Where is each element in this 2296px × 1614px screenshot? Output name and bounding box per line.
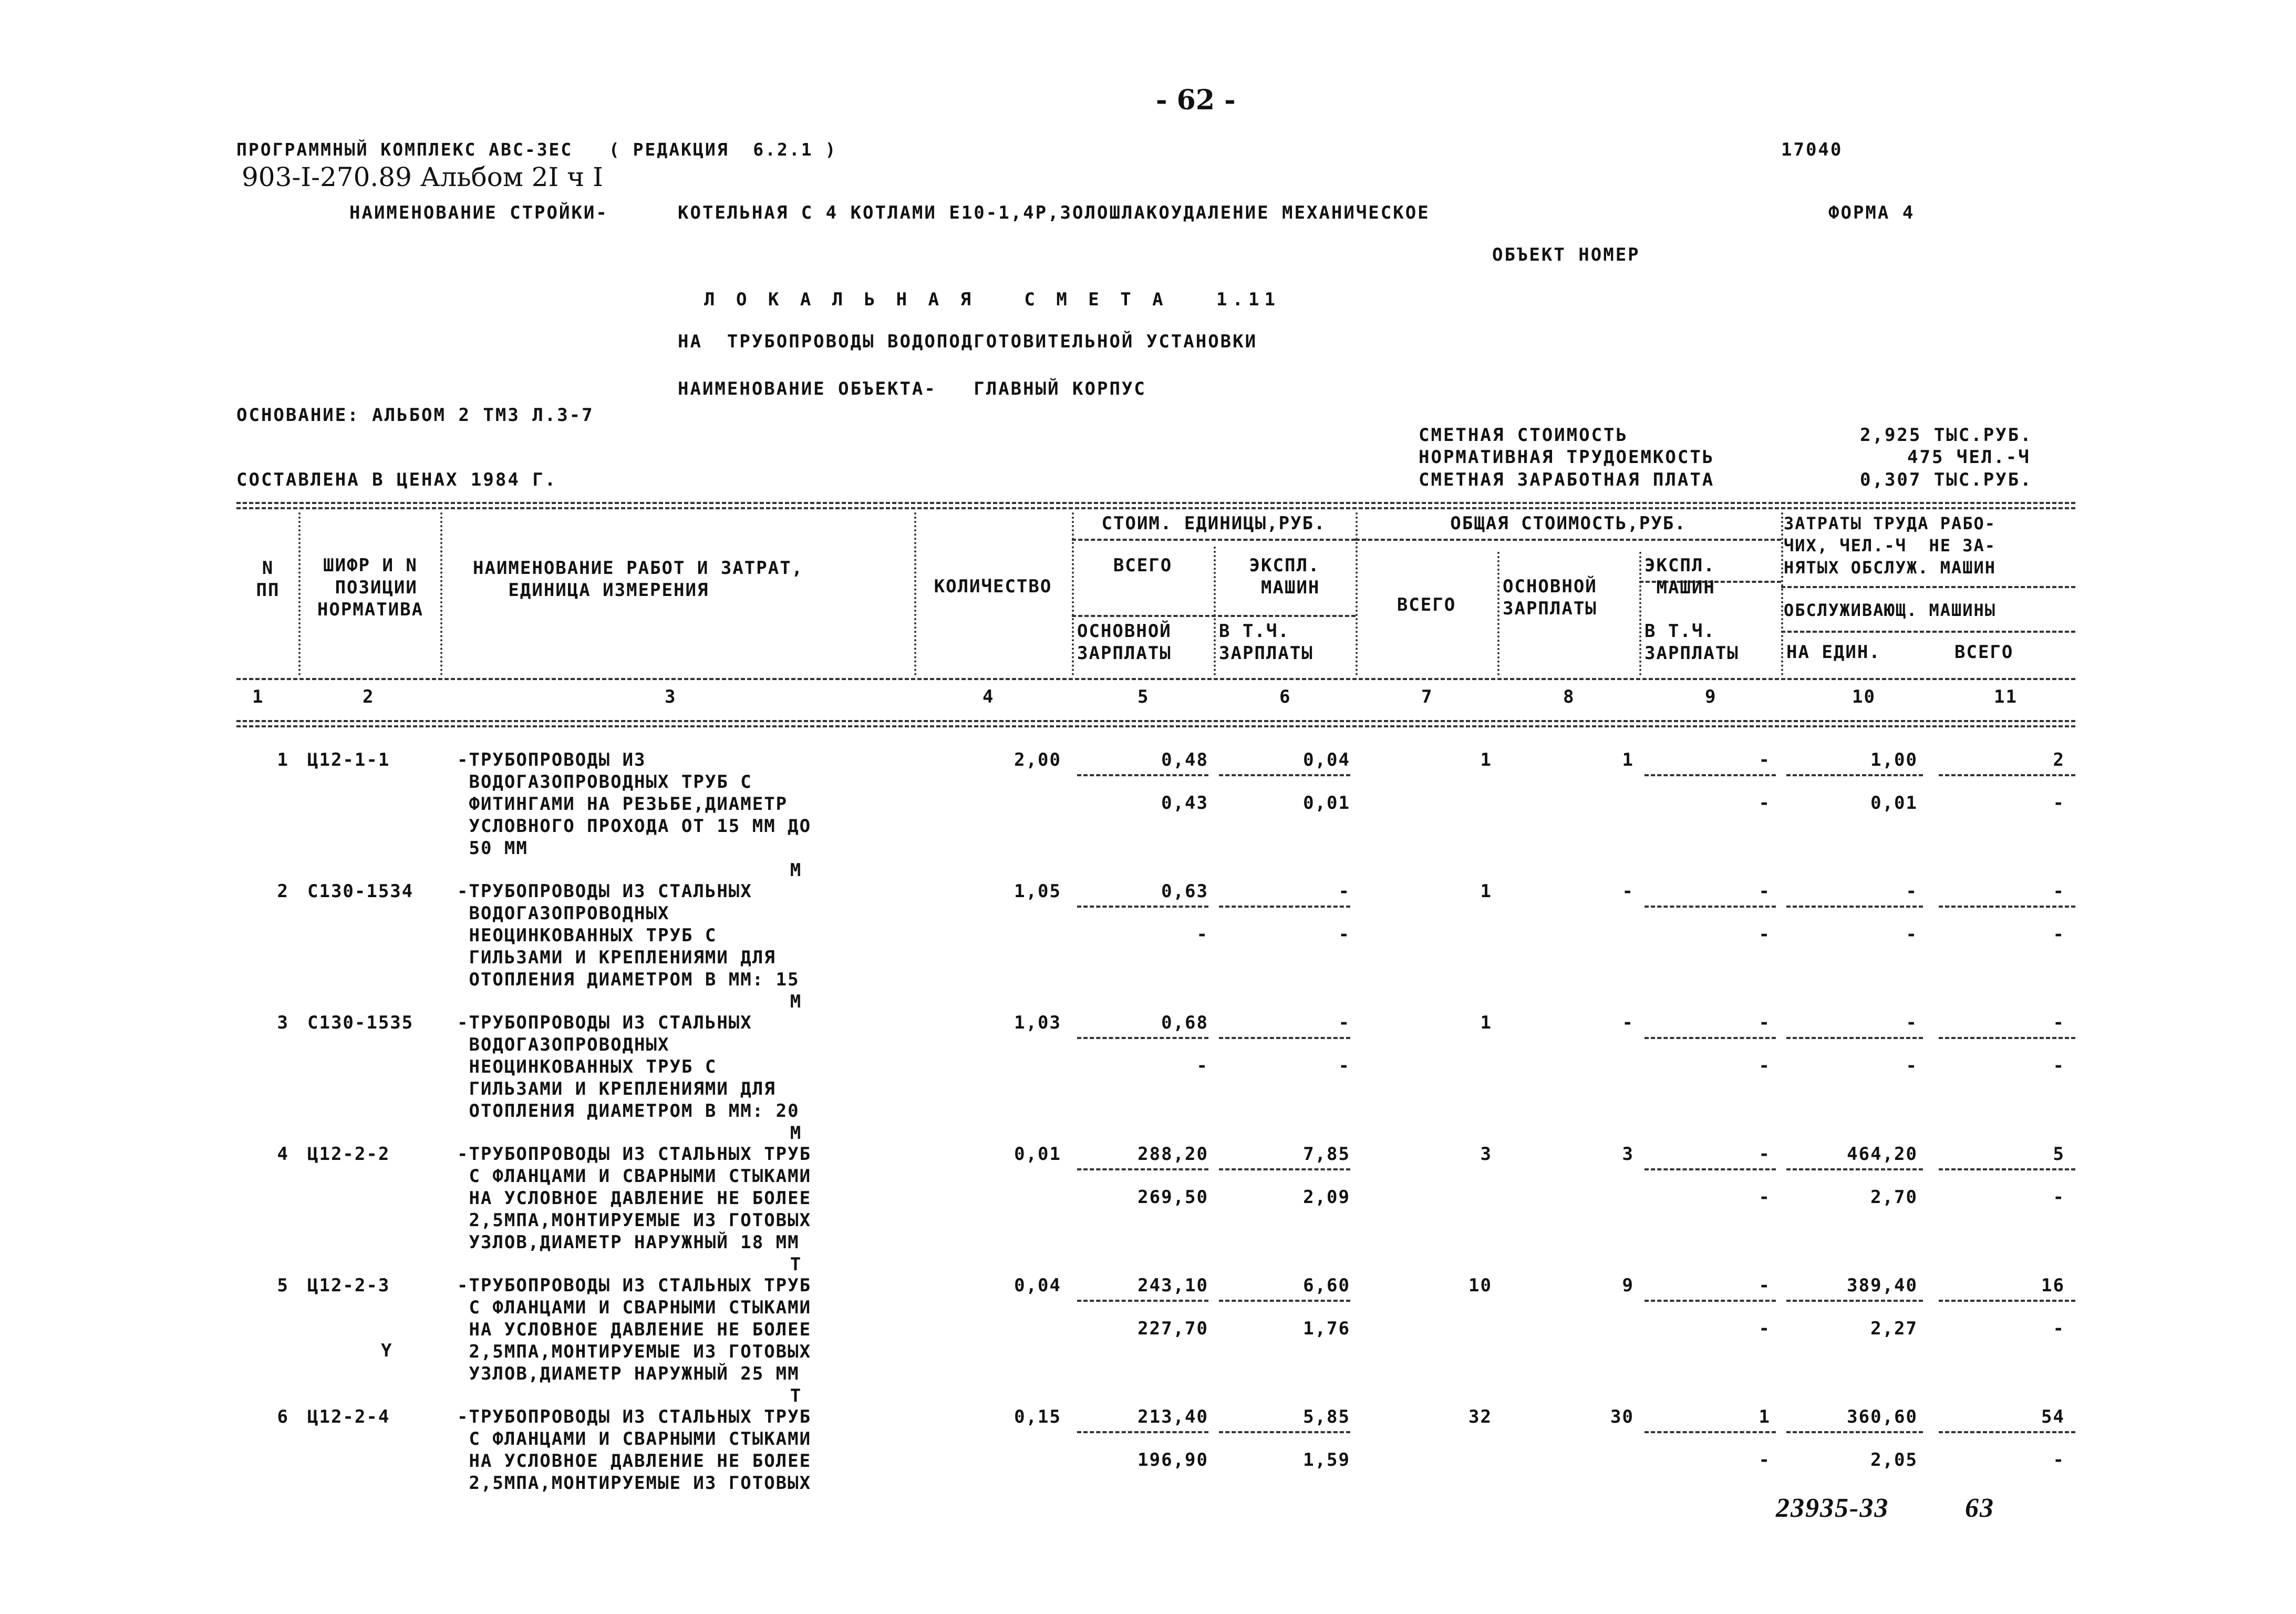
row-unit-cost-expl: 7,85	[1303, 1144, 1350, 1165]
table-top-rule	[236, 502, 2075, 504]
cell-divider	[1939, 1168, 2075, 1170]
row-unit-cost-all: 243,10	[1137, 1275, 1208, 1296]
row-labor-total-b: -	[2053, 1318, 2065, 1339]
row-labor-per-unit-wage: 2,70	[1870, 1187, 1918, 1208]
cell-divider	[1786, 906, 1923, 908]
cell-divider	[1786, 1168, 1923, 1170]
row-labor-per-unit-wage: -	[1906, 924, 1918, 945]
cell-divider	[1645, 1037, 1776, 1039]
table-top-rule-2	[236, 507, 2075, 509]
row-unit-incl-wage: 0,01	[1303, 793, 1350, 814]
row-unit-incl-wage: 1,59	[1303, 1449, 1350, 1471]
estimate-subject: НА ТРУБОПРОВОДЫ ВОДОПОДГОТОВИТЕЛЬНОЙ УСТАНОВКИ	[678, 331, 1258, 352]
row-number: 5	[277, 1275, 289, 1296]
cell-divider	[1645, 906, 1776, 908]
header-total-incl-wage: В Т.Ч. ЗАРПЛАТЫ	[1645, 621, 1739, 664]
document-code: 17040	[1781, 139, 1843, 160]
row-number: 2	[277, 881, 289, 902]
header-divider	[440, 512, 442, 675]
cell-divider	[1939, 1300, 2075, 1302]
row-total-incl-wage: -	[1759, 1187, 1771, 1208]
col-number: 8	[1563, 686, 1575, 707]
header-divider	[1639, 552, 1641, 675]
row-labor-per-unit: 1,00	[1870, 749, 1918, 770]
row-unit-cost-expl: 5,85	[1303, 1406, 1350, 1427]
row-labor-per-unit-wage: 2,27	[1870, 1318, 1918, 1339]
cell-divider	[1219, 1431, 1350, 1433]
row-total-incl-wage: -	[1759, 1318, 1771, 1339]
margin-mark: Y	[381, 1340, 394, 1361]
header-n: N ПП	[256, 558, 280, 601]
header-service-machines: ОБСЛУЖИВАЮЩ. МАШИНЫ	[1784, 600, 1997, 620]
row-unit: М	[790, 991, 802, 1012]
row-code: Ц12-2-4	[307, 1406, 390, 1427]
row-total-expl: -	[1759, 749, 1771, 770]
header-quantity: КОЛИЧЕСТВО	[934, 576, 1052, 597]
row-number: 6	[277, 1406, 289, 1427]
row-total-base-wage: -	[1622, 1012, 1634, 1033]
cell-divider	[1219, 1037, 1350, 1039]
summary-labor-value: 475 ЧЕЛ.-Ч	[1907, 447, 2031, 468]
cell-divider	[1077, 1431, 1208, 1433]
row-unit-cost-expl: 6,60	[1303, 1275, 1350, 1296]
cell-divider	[1939, 906, 2075, 908]
row-total-base-wage: 30	[1610, 1406, 1634, 1427]
row-number: 3	[277, 1012, 289, 1033]
cell-divider	[1786, 1037, 1923, 1039]
row-code: С130-1535	[307, 1012, 414, 1033]
col-number-rule-2	[236, 725, 2075, 727]
cell-divider	[1645, 1300, 1776, 1302]
row-labor-total: 2	[2053, 749, 2065, 770]
cell-divider	[1077, 1300, 1208, 1302]
header-labor-total: ВСЕГО	[1954, 642, 2014, 663]
header-divider	[1497, 552, 1499, 675]
header-bottom-rule	[236, 678, 2075, 680]
header-unit-expl: ЭКСПЛ. МАШИН	[1249, 555, 1320, 598]
row-unit-base-wage: 269,50	[1137, 1187, 1208, 1208]
cell-divider	[1939, 1431, 2075, 1433]
col-number: 9	[1705, 686, 1717, 707]
summary-cost-value: 2,925 ТЫС.РУБ.	[1860, 425, 2033, 446]
row-name: -ТРУБОПРОВОДЫ ИЗ СТАЛЬНЫХ ТРУБ С ФЛАНЦАМИ И СВАРНЫМИ СТЫКАМИ НА УСЛОВНОЕ ДАВЛЕНИЕ НЕ БОЛЕЕ 2,5МПА,МОНТИРУЕМЫЕ ИЗ ГОТОВЫХ УЗЛОВ,ДИАМЕТР НАРУЖНЫЙ 18 ММ	[457, 1144, 812, 1253]
cell-divider	[1077, 774, 1208, 776]
row-name: -ТРУБОПРОВОДЫ ИЗ СТАЛЬНЫХ ТРУБ С ФЛАНЦАМИ И СВАРНЫМИ СТЫКАМИ НА УСЛОВНОЕ ДАВЛЕНИЕ НЕ БОЛЕЕ 2,5МПА,МОНТИРУЕМЫЕ ИЗ ГОТОВЫХ	[457, 1406, 812, 1494]
row-total-expl: -	[1759, 881, 1771, 902]
row-total-expl: -	[1759, 1144, 1771, 1165]
col-number: 3	[665, 686, 677, 707]
row-code: Ц12-2-3	[307, 1275, 390, 1296]
album-reference: 903-I-270.89 Альбом 2I ч I	[242, 162, 603, 192]
row-unit-cost-expl: 0,04	[1303, 749, 1350, 770]
object-name: НАИМЕНОВАНИЕ ОБЪЕКТА- ГЛАВНЫЙ КОРПУС	[678, 378, 1146, 399]
row-total-incl-wage: -	[1759, 793, 1771, 814]
header-subrule	[1781, 586, 2075, 588]
header-divider	[1072, 512, 1074, 675]
row-unit-base-wage: 0,43	[1161, 793, 1208, 814]
header-subrule	[1781, 631, 2075, 633]
col-number-rule	[236, 720, 2075, 722]
header-total-base-wage: ОСНОВНОЙ ЗАРПЛАТЫ	[1503, 576, 1597, 619]
header-unit-incl-wage: В Т.Ч. ЗАРПЛАТЫ	[1219, 621, 1314, 664]
row-unit-cost-all: 0,63	[1161, 881, 1208, 902]
summary-labor-label: НОРМАТИВНАЯ ТРУДОЕМКОСТЬ	[1419, 447, 1715, 468]
row-labor-total-b: -	[2053, 924, 2065, 945]
header-subrule	[1072, 539, 1356, 541]
cell-divider	[1219, 1168, 1350, 1170]
row-total-all: 1	[1480, 881, 1492, 902]
row-number: 4	[277, 1144, 289, 1165]
col-number: 6	[1279, 686, 1291, 707]
cell-divider	[1077, 1037, 1208, 1039]
cell-divider	[1786, 1431, 1923, 1433]
row-quantity: 0,04	[1014, 1275, 1061, 1296]
header-name: НАИМЕНОВАНИЕ РАБОТ И ЗАТРАТ, ЕДИНИЦА ИЗМЕРЕНИЯ	[473, 558, 804, 601]
cell-divider	[1786, 774, 1923, 776]
row-unit: М	[790, 860, 802, 881]
row-labor-per-unit-wage: 2,05	[1870, 1449, 1918, 1471]
row-labor-total: -	[2053, 1012, 2065, 1033]
header-divider	[1214, 547, 1216, 675]
estimate-title: Л О К А Л Ь Н А Я С М Е Т А 1.11	[704, 289, 1280, 310]
row-unit-cost-all: 288,20	[1137, 1144, 1208, 1165]
row-code: Ц12-1-1	[307, 749, 390, 770]
prices-line: СОСТАВЛЕНА В ЦЕНАХ 1984 Г.	[236, 469, 557, 490]
row-labor-total-b: -	[2053, 793, 2065, 814]
row-labor-per-unit-wage: -	[1906, 1055, 1918, 1076]
row-unit-base-wage: -	[1196, 924, 1208, 945]
row-labor-total-b: -	[2053, 1187, 2065, 1208]
row-unit-base-wage: 196,90	[1137, 1449, 1208, 1471]
object-number-label: ОБЪЕКТ НОМЕР	[1492, 244, 1640, 265]
header-per-unit: НА ЕДИН.	[1786, 642, 1881, 663]
row-number: 1	[277, 749, 289, 770]
row-unit: Т	[790, 1254, 802, 1275]
summary-cost-label: СМЕТНАЯ СТОИМОСТЬ	[1419, 425, 1628, 446]
row-total-all: 32	[1468, 1406, 1492, 1427]
row-labor-per-unit: 464,20	[1847, 1144, 1918, 1165]
row-total-expl: -	[1759, 1275, 1771, 1296]
row-total-base-wage: 3	[1622, 1144, 1634, 1165]
row-labor-total-b: -	[2053, 1055, 2065, 1076]
summary-wage-label: СМЕТНАЯ ЗАРАБОТНАЯ ПЛАТА	[1419, 469, 1715, 490]
cell-divider	[1939, 1037, 2075, 1039]
header-divider	[1781, 512, 1783, 675]
header-code: ШИФР И N ПОЗИЦИИ НОРМАТИВА	[317, 555, 424, 620]
row-total-base-wage: 9	[1622, 1275, 1634, 1296]
col-number: 10	[1852, 686, 1876, 707]
cell-divider	[1219, 906, 1350, 908]
header-divider	[914, 512, 916, 675]
row-total-all: 1	[1480, 1012, 1492, 1033]
row-unit-incl-wage: 1,76	[1303, 1318, 1350, 1339]
col-number: 1	[252, 686, 264, 707]
row-unit-base-wage: 227,70	[1137, 1318, 1208, 1339]
row-labor-total: -	[2053, 881, 2065, 902]
row-quantity: 2,00	[1014, 749, 1061, 770]
row-total-base-wage: -	[1622, 881, 1634, 902]
footer-page-number: 63	[1965, 1493, 1994, 1523]
cell-divider	[1645, 1431, 1776, 1433]
row-total-incl-wage: -	[1759, 1055, 1771, 1076]
header-labor: ЗАТРАТЫ ТРУДА РАБО- ЧИХ, ЧЕЛ.-Ч НЕ ЗА- НЯТЫХ ОБСЛУЖ. МАШИН	[1784, 513, 1997, 578]
row-labor-total: 16	[2041, 1275, 2065, 1296]
row-name: -ТРУБОПРОВОДЫ ИЗ ВОДОГАЗОПРОВОДНЫХ ТРУБ С ФИТИНГАМИ НА РЕЗЬБЕ,ДИАМЕТР УСЛОВНОГО ПРОХОДА ОТ 15 ММ ДО 50 ММ	[457, 749, 812, 859]
row-quantity: 0,01	[1014, 1144, 1061, 1165]
row-unit-cost-expl: -	[1338, 881, 1350, 902]
header-divider	[298, 512, 301, 675]
row-labor-per-unit: 389,40	[1847, 1275, 1918, 1296]
header-divider	[1356, 512, 1358, 675]
row-unit-cost-all: 0,48	[1161, 749, 1208, 770]
cell-divider	[1939, 774, 2075, 776]
row-unit-incl-wage: 2,09	[1303, 1187, 1350, 1208]
row-unit-base-wage: -	[1196, 1055, 1208, 1076]
header-total-all: ВСЕГО	[1397, 594, 1456, 615]
summary-wage-value: 0,307 ТЫС.РУБ.	[1860, 469, 2033, 490]
col-number: 5	[1137, 686, 1150, 707]
row-total-incl-wage: -	[1759, 1449, 1771, 1471]
row-labor-per-unit: 360,60	[1847, 1406, 1918, 1427]
basis-line: ОСНОВАНИЕ: АЛЬБОМ 2 ТМ3 Л.3-7	[236, 405, 594, 426]
row-labor-per-unit: -	[1906, 881, 1918, 902]
cell-divider	[1645, 1168, 1776, 1170]
row-total-incl-wage: -	[1759, 924, 1771, 945]
row-labor-total-b: -	[2053, 1449, 2065, 1471]
row-labor-per-unit-wage: 0,01	[1870, 793, 1918, 814]
cell-divider	[1786, 1300, 1923, 1302]
cell-divider	[1219, 1300, 1350, 1302]
row-unit-cost-expl: -	[1338, 1012, 1350, 1033]
row-total-expl: -	[1759, 1012, 1771, 1033]
footer-stamp: 23935-33	[1776, 1493, 1889, 1523]
form-label: ФОРМА 4	[1828, 202, 1915, 223]
row-name: -ТРУБОПРОВОДЫ ИЗ СТАЛЬНЫХ ВОДОГАЗОПРОВОДНЫХ НЕОЦИНКОВАННЫХ ТРУБ С ГИЛЬЗАМИ И КРЕПЛЕНИЯМИ ДЛЯ ОТОПЛЕНИЯ ДИАМЕТРОМ В ММ: 15	[457, 881, 800, 990]
header-unit-all: ВСЕГО	[1113, 555, 1173, 576]
header-subrule	[1072, 615, 1356, 617]
header-unit-cost: СТОИМ. ЕДИНИЦЫ,РУБ.	[1101, 513, 1326, 534]
header-total-cost: ОБЩАЯ СТОИМОСТЬ,РУБ.	[1450, 513, 1687, 534]
header-total-expl: ЭКСПЛ. МАШИН	[1645, 555, 1715, 598]
col-number: 2	[363, 686, 375, 707]
cell-divider	[1077, 1168, 1208, 1170]
cell-divider	[1645, 774, 1776, 776]
construction-value: КОТЕЛЬНАЯ С 4 КОТЛАМИ Е10-1,4Р,ЗОЛОШЛАКОУДАЛЕНИЕ МЕХАНИЧЕСКОЕ	[678, 202, 1430, 223]
row-quantity: 1,05	[1014, 881, 1061, 902]
header-subrule	[1356, 539, 1781, 541]
row-total-base-wage: 1	[1622, 749, 1634, 770]
row-quantity: 0,15	[1014, 1406, 1061, 1427]
row-total-all: 3	[1480, 1144, 1492, 1165]
row-labor-total: 54	[2041, 1406, 2065, 1427]
cell-divider	[1077, 906, 1208, 908]
cell-divider	[1219, 774, 1350, 776]
row-unit: Т	[790, 1385, 802, 1406]
row-unit-incl-wage: -	[1338, 1055, 1350, 1076]
col-number: 11	[1994, 686, 2018, 707]
row-labor-per-unit: -	[1906, 1012, 1918, 1033]
row-unit-cost-all: 0,68	[1161, 1012, 1208, 1033]
page-number: - 62 -	[1156, 84, 1236, 116]
row-name: -ТРУБОПРОВОДЫ ИЗ СТАЛЬНЫХ ТРУБ С ФЛАНЦАМИ И СВАРНЫМИ СТЫКАМИ НА УСЛОВНОЕ ДАВЛЕНИЕ НЕ БОЛЕЕ 2,5МПА,МОНТИРУЕМЫЕ ИЗ ГОТОВЫХ УЗЛОВ,ДИАМЕТР НАРУЖНЫЙ 25 ММ	[457, 1275, 812, 1384]
row-quantity: 1,03	[1014, 1012, 1061, 1033]
row-code: Ц12-2-2	[307, 1144, 390, 1165]
row-total-expl: 1	[1759, 1406, 1771, 1427]
col-number: 4	[982, 686, 995, 707]
row-labor-total: 5	[2053, 1144, 2065, 1165]
row-name: -ТРУБОПРОВОДЫ ИЗ СТАЛЬНЫХ ВОДОГАЗОПРОВОДНЫХ НЕОЦИНКОВАННЫХ ТРУБ С ГИЛЬЗАМИ И КРЕПЛЕНИЯМИ ДЛЯ ОТОПЛЕНИЯ ДИАМЕТРОМ В ММ: 20	[457, 1012, 800, 1122]
row-unit-cost-all: 213,40	[1137, 1406, 1208, 1427]
row-code: С130-1534	[307, 881, 414, 902]
row-unit: М	[790, 1123, 802, 1144]
construction-label: НАИМЕНОВАНИЕ СТРОЙКИ-	[349, 202, 608, 223]
row-total-all: 10	[1468, 1275, 1492, 1296]
row-unit-incl-wage: -	[1338, 924, 1350, 945]
col-number: 7	[1421, 686, 1433, 707]
header-unit-base-wage: ОСНОВНОЙ ЗАРПЛАТЫ	[1077, 621, 1172, 664]
row-total-all: 1	[1480, 749, 1492, 770]
program-line: ПРОГРАММНЫЙ КОМПЛЕКС АВС-3ЕС ( РЕДАКЦИЯ 6.2.1 )	[236, 139, 837, 160]
